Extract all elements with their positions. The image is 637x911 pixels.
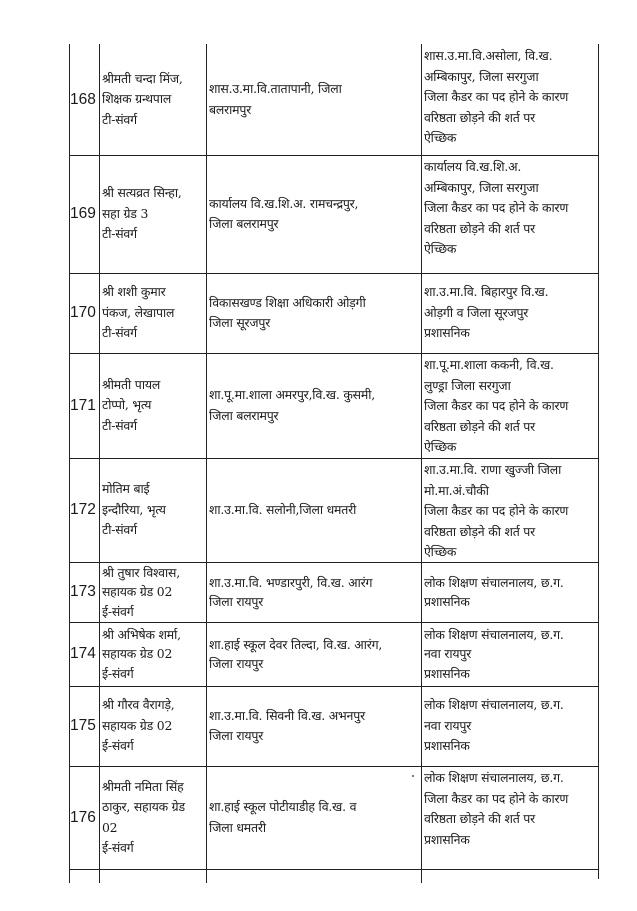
new-posting-cell [422,622,598,686]
new-posting-cell-line: नवा रायपुर [424,717,472,733]
new-posting-cell [422,766,598,869]
employee-name-cell-line: ई-संवर्ग [102,840,134,855]
current-posting-cell-line: जिला रायपुर [209,728,264,743]
table-row [69,622,599,686]
serial-number: 168 [70,90,96,108]
new-posting-cell-line: लोक शिक्षण संचालनालय, छ.ग. [424,574,564,590]
employee-name-cell-line: इन्दौरिया, भृत्य [102,501,166,517]
table-row [69,44,599,155]
serial-number: 174 [70,645,96,662]
new-posting-cell-line: नवा रायपुर [424,646,472,662]
employee-name-cell [100,562,206,622]
new-posting-cell-line: शा.उ.मा.वि. बिहारपुर वि.ख. [424,284,549,300]
new-posting-cell-line: जिला कैडर का पद होने के कारण [424,790,569,806]
serial-number: 176 [70,808,96,826]
current-posting-cell-line: शा.उ.मा.वि. सिवनी वि.ख. अभनपुर [209,707,365,723]
employee-name-cell-line: ई-संवर्ग [102,603,134,619]
table-row [69,458,599,562]
current-posting-cell-line: कार्यालय वि.ख.शि.अ. रामचन्द्रपुर, [209,195,359,211]
new-posting-cell-line: जिला कैडर का पद होने के कारण [424,503,569,518]
new-posting-cell-line: जिला कैडर का पद होने के कारण [424,89,569,104]
serial-number: 173 [70,583,96,600]
new-posting-cell-line: प्रशासनिक [424,831,470,847]
employee-name-cell-line: सहायक ग्रेड 02 [102,646,173,662]
employee-name-cell-line: टी-संवर्ग [102,111,137,127]
current-posting-cell [207,273,421,353]
new-posting-cell [422,155,598,273]
new-posting-cell-line: शा.उ.मा.वि. राणा खुज्जी जिला [424,462,562,477]
row-divider [69,869,599,870]
current-posting-cell-line: जिला रायपुर [209,594,264,609]
employee-name-cell-line: श्रीमती चन्दा मिंज, [102,70,183,86]
employee-name-cell-line: श्री शशी कुमार [102,284,166,300]
new-posting-cell-line: ऐच्छिक [424,130,457,145]
new-posting-cell-line: मो.मा.अं.चौकी [424,482,489,498]
new-posting-cell [422,562,598,622]
table-row [69,353,599,458]
serial-number: 171 [70,396,96,414]
new-posting-cell-line: जिला कैडर का पद होने के कारण [424,398,569,413]
table-row [69,766,599,869]
new-posting-cell [422,273,598,353]
new-posting-cell-line: शा.पू.मा.शाला ककनी, वि.ख. [424,357,554,372]
employee-name-cell-line: टी-संवर्ग [102,417,137,433]
new-posting-cell-line: ऐच्छिक [424,439,457,454]
current-posting-cell-line: जिला रायपुर [209,656,264,671]
new-posting-cell-line: जिला कैडर का पद होने के कारण [424,200,569,215]
new-posting-cell-line: वरिष्ठता छोड़ने की शर्त पर [424,109,536,125]
employee-name-cell-line: श्री गौरव वैरागड़े, [102,697,175,713]
new-posting-cell-line: अम्बिकापुर, जिला सरगुजा [424,179,539,195]
employee-name-cell [100,273,206,353]
employee-name-cell-line: टी-संवर्ग [102,226,137,242]
employee-name-cell-line: 02 [102,819,118,835]
new-posting-cell-line: लोक शिक्षण संचालनालय, छ.ग. [424,697,564,713]
employee-name-cell-line: पंकज, लेखापाल [102,304,175,320]
current-posting-cell-line: शा.हाई स्कूल पोटीयाडीह वि.ख. व [209,799,357,814]
current-posting-cell-line: विकासखण्ड शिक्षा अधिकारी ओड़गी [209,294,366,310]
new-posting-cell-line: प्रशासनिक [424,665,470,681]
new-posting-cell [422,44,598,155]
serial-number: 170 [70,304,96,321]
current-posting-cell [207,458,421,562]
new-posting-cell-line: लोक शिक्षण संचालनालय, छ.ग. [424,626,564,642]
employee-name-cell-line: श्री सत्यव्रत सिन्हा, [102,185,182,201]
serial-number: 175 [70,717,96,734]
employee-name-cell-line: सहायक ग्रेड 02 [102,717,173,733]
new-posting-cell-line: शास.उ.मा.वि.असोला, वि.ख. [424,48,553,63]
current-posting-cell [207,686,421,766]
table-row [69,155,599,273]
employee-name-cell [100,155,206,273]
employee-name-cell-line: मोतिम बाई [102,481,150,497]
employee-name-cell [100,766,206,869]
table-row [69,562,599,622]
new-posting-cell-line: वरिष्ठता छोड़ने की शर्त पर [424,220,536,236]
employee-name-cell-line: टी-संवर्ग [102,325,137,341]
employee-name-cell [100,686,206,766]
new-posting-cell [422,458,598,562]
serial-number: 169 [70,205,96,222]
current-posting-cell-line: जिला बलरामपुर [209,407,279,423]
new-posting-cell-line: लुण्ड्रा जिला सरगुजा [424,377,511,393]
new-posting-cell [422,353,598,458]
table-row [69,686,599,766]
scan-speck [412,775,414,777]
current-posting-cell [207,562,421,622]
current-posting-cell [207,44,421,155]
current-posting-cell-line: शास.उ.मा.वि.तातापानी, जिला [209,81,342,96]
employee-name-cell-line: सहा ग्रेड 3 [102,205,149,221]
current-posting-cell-line: जिला धमतरी [209,819,266,835]
new-posting-cell-line: प्रशासनिक [424,594,470,609]
employee-name-cell-line: ई-संवर्ग [102,665,134,681]
new-posting-cell-line: ऐच्छिक [424,544,457,559]
employee-name-cell-line: श्रीमती नमिता सिंह [102,778,184,794]
new-posting-cell-line: वरिष्ठता छोड़ने की शर्त पर [424,523,536,539]
new-posting-cell-line: वरिष्ठता छोड़ने की शर्त पर [424,811,536,826]
current-posting-cell-line: शा.उ.मा.वि. भण्डारपुरी, वि.ख. आरंग [209,574,373,590]
serial-number: 172 [70,501,96,518]
current-posting-cell [207,766,421,869]
new-posting-cell-line: वरिष्ठता छोड़ने की शर्त पर [424,418,536,434]
employee-name-cell-line: श्री अभिषेक शर्मा, [102,626,181,642]
table-row [69,273,599,353]
employee-name-cell-line: टोप्पो, भृत्य [102,397,152,413]
employee-name-cell [100,353,206,458]
employee-name-cell-line: ठाकुर, सहायक ग्रेड [102,799,185,814]
current-posting-cell-line: शा.पू.मा.शाला अमरपुर,वि.ख. कुसमी, [209,387,375,402]
employee-name-cell-line: सहायक ग्रेड 02 [102,584,173,600]
employee-name-cell [100,458,206,562]
current-posting-cell-line: शा.हाई स्कूल देवर तिल्दा, वि.ख. आरंग, [209,636,383,652]
employee-name-cell [100,44,206,155]
new-posting-cell-line: लोक शिक्षण संचालनालय, छ.ग. [424,770,564,785]
employee-name-cell-line: श्री तुषार विश्वास, [102,564,180,580]
new-posting-cell-line: ओड़गी व जिला सूरजपुर [424,304,529,320]
employee-name-cell [100,622,206,686]
current-posting-cell-line: जिला बलरामपुर [209,216,279,231]
new-posting-cell-line: अम्बिकापुर, जिला सरगुजा [424,68,539,84]
new-posting-cell-line: ऐच्छिक [424,241,457,256]
employee-name-cell-line: शिक्षक ग्रन्थपाल [102,91,172,107]
current-posting-cell-line: जिला सूरजपुर [209,315,271,330]
new-posting-cell-line: प्रशासनिक [424,738,470,754]
current-posting-cell [207,155,421,273]
new-posting-cell [422,686,598,766]
new-posting-cell-line: कार्यालय वि.ख.शि.अ. [424,159,522,174]
current-posting-cell [207,353,421,458]
current-posting-cell [207,622,421,686]
new-posting-cell-line: प्रशासनिक [424,325,470,341]
current-posting-cell-line: बलरामपुर [209,101,252,117]
employee-name-cell-line: श्रीमती पायल [102,376,161,392]
employee-name-cell-line: टी-संवर्ग [102,522,137,538]
current-posting-cell-line: शा.उ.मा.वि. सलोनी,जिला धमतरी [209,501,357,517]
employee-name-cell-line: ई-संवर्ग [102,738,134,754]
